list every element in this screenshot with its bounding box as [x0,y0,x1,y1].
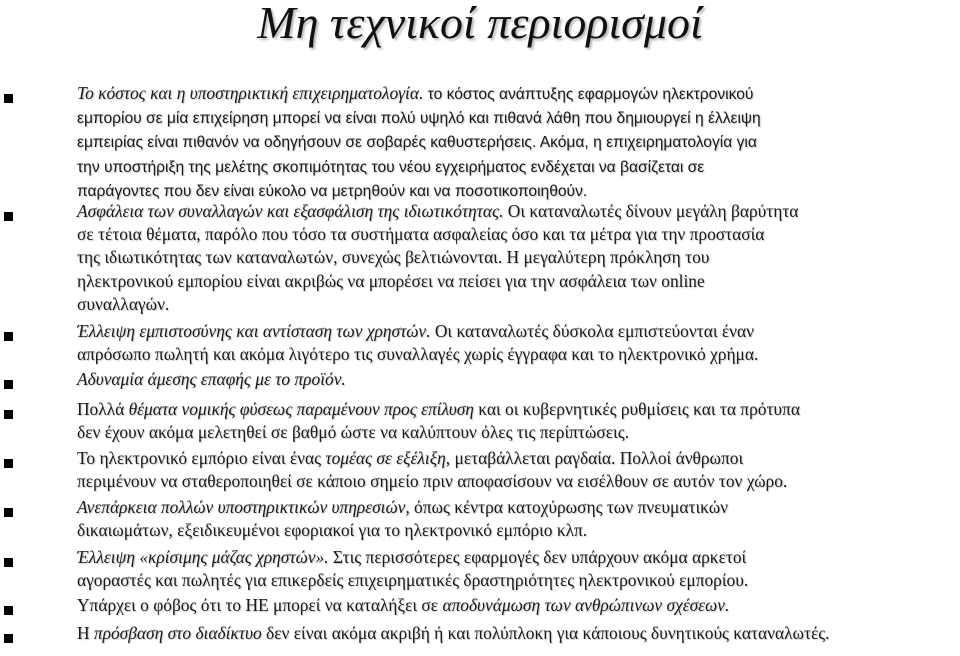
text-segment: , μεταβάλλεται ραγδαία. Πολλοί άνθρωποι [445,448,744,468]
text-segment: Οι καταναλωτές δύσκολα εμπιστεύονται έναν [430,321,754,341]
text-line [77,569,957,592]
text-line [77,293,957,316]
text-line [77,343,957,366]
text-line [77,470,957,493]
text-segment: και οι κυβερνητικές ρυθμίσεις και τα πρότυπα [473,399,800,419]
bullet-text [77,320,957,366]
bullet-square-icon [4,332,13,341]
text-line [77,106,957,130]
text-segment: δεν έχουν ακόμα μελετηθεί σε βαθμό ώστε να καλύπτουν όλες τις περίπτώσεις. [77,422,629,443]
text-segment: περιμένουν να σταθεροποιηθεί σε κάποιο σημείο πριν αποφασίσουν να εισέλθουν σε αυτόν τον χώρο. [77,471,788,492]
text-line [77,155,957,179]
bullet-text [77,496,957,542]
text-line [77,270,957,293]
bullet-text [77,398,957,444]
text-line [77,130,957,154]
text-segment: Οι καταναλωτές δίνουν μεγάλη βαρύτητα [503,201,799,221]
italic-segment: θέματα νομικής φύσεως παραμένουν προς επίλυση [128,399,474,419]
text-segment: της ιδιωτικότητας των καταναλωτών, συνεχώς βελτιώνονται. Η μεγαλύτερη πρόκληση του [77,247,710,268]
italic-segment: αποδυνάμωση των ανθρώπινων σχέσεων. [442,595,730,615]
text-segment: απρόσωπο πωλητή και ακόμα λιγότερο τις συναλλαγές χωρίς έγγραφα και το ηλεκτρονικό χρήμα. [77,344,759,365]
bullet-text [77,447,957,493]
text-line [77,421,957,444]
bullet-square-icon [4,634,13,643]
text-segment: δικαιωμάτων, εξειδικευμένοι εφοριακοί για το ηλεκτρονικό εμπόριο κλπ. [77,520,588,541]
text-segment: Υπάρχει ο φόβος ότι το ΗΕ μπορεί να καταλήξει σε [77,595,443,615]
bullet-text [77,200,957,316]
text-line [77,398,957,421]
text-line [77,546,957,569]
bullet-text [77,82,957,203]
text-line [77,496,957,519]
text-segment: εμπειρίας είναι πιθανόν να οδηγήσουν σε σοβαρές καθυστερήσεις. Ακόμα, η επιχειρηματολογία για [77,134,757,152]
text-segment: εμπορίου σε μία επιχείρηση μπορεί να είναι πολύ υψηλό και πιθανά λάθη που δημιουργεί η έλλειψη [77,110,761,128]
bullet-square-icon [4,212,13,221]
italic-segment: Ασφάλεια των συναλλαγών και εξασφάλιση της ιδιωτικότητας. [77,201,504,221]
text-segment: Η [77,623,94,643]
text-line [77,223,957,246]
italic-segment: πρόσβαση στο διαδίκτυο [93,623,262,643]
text-line [77,447,957,470]
text-segment: σε τέτοια θέματα, παρόλο που τόσο τα συστήματα ασφαλείας όσο και τα μέτρα για την προστασία [77,224,765,245]
bullet-square-icon [4,410,13,419]
text-segment: αγοραστές και πωλητές για επικερδείς επιχειρηματικές δραστηριότητες ηλεκτρονικού εμπορίου. [77,570,749,591]
italic-segment: Έλλειψη «κρίσιμης μάζας χρηστών». [77,547,329,567]
bullet-square-icon [4,508,13,517]
text-line [77,200,957,223]
slide-title: Μη τεχνικοί περιορισμοί [257,0,703,48]
text-segment: συναλλαγών. [77,293,170,314]
text-segment: Το ηλεκτρονικό εμπόριο είναι ένας [77,448,326,468]
text-segment: το κόστος ανάπτυξης εφαρμογών ηλεκτρονικού [423,86,754,103]
text-segment: Πολλά [77,399,129,419]
text-segment: Στις περισσότερες εφαρμογές δεν υπάρχουν ακόμα αρκετοί [328,547,747,567]
bullet-square-icon [4,94,13,103]
text-line [77,519,957,542]
italic-segment: Έλλειψη εμπιστοσύνης και αντίσταση των χρηστών. [77,321,431,341]
italic-segment: τομέας σε εξέλιξη [325,448,446,468]
text-line [77,622,957,645]
bullet-square-icon [4,459,13,468]
bullet-square-icon [4,380,13,389]
bullet-text [77,546,957,592]
bullet-text [77,594,957,617]
text-segment: την υποστήριξη της μελέτης σκοπιμότητας του νέου εγχειρήματος ενδέχεται να βασίζεται σε [77,158,705,176]
bullet-square-icon [4,606,13,615]
text-segment: ηλεκτρονικού εμπορίου είναι ακριβώς να μπορέσει να πείσει για την ασφάλεια των online [77,270,705,291]
text-line [77,246,957,269]
bullet-square-icon [4,558,13,567]
italic-segment: Αδυναμία άμεσης επαφής με το προϊόν. [77,369,346,389]
bullet-text [77,368,957,391]
italic-segment: Ανεπάρκεια πολλών υποστηρικτικών υπηρεσιών [77,497,406,517]
text-line [77,320,957,343]
text-segment: παράγοντες που δεν είναι εύκολο να μετρηθούν και να ποσοτικοποιηθούν. [77,182,588,200]
italic-segment: Το κόστος και η υποστηρικτική επιχειρηματολογία. [77,83,424,103]
text-segment: , όπως κέντρα κατοχύρωσης των πνευματικών [405,497,729,517]
bullet-text [77,622,957,645]
text-line [77,368,957,391]
text-line [77,594,957,617]
text-segment: δεν είναι ακόμα ακριβή ή και πολύπλοκη για κάποιους δυνητικούς καταναλωτές. [261,623,830,643]
text-line [77,82,957,106]
